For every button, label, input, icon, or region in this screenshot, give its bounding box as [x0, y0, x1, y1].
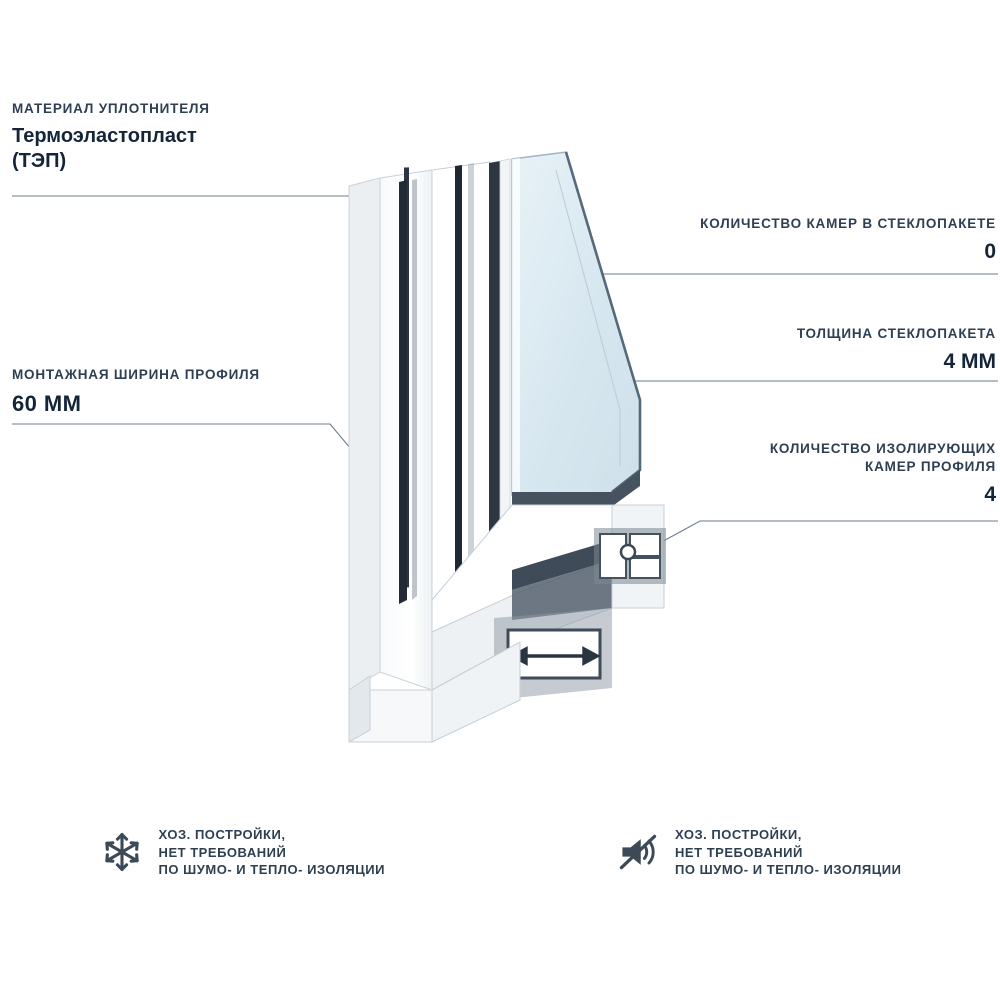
callout-profile-chambers — [696, 440, 996, 509]
callout-seal-material-value — [12, 124, 342, 174]
feature-thermal-line3: ПО ШУМО- И ТЕПЛО- ИЗОЛЯЦИИ — [158, 862, 385, 878]
callout-mounting-width-caption: МОНТАЖНАЯ ШИРИНА ПРОФИЛЯ — [12, 367, 260, 382]
callout-glass-thickness-caption: ТОЛЩИНА СТЕКЛОПАКЕТА — [796, 326, 996, 341]
feature-acoustic — [615, 826, 901, 879]
callout-mounting-width-value: 60 ММ — [12, 391, 82, 417]
callout-seal-material-value-line2: (ТЭП) — [12, 150, 67, 173]
callout-profile-chambers-value: 4 — [984, 483, 996, 507]
profile-chamber-detail — [594, 528, 666, 584]
callout-glass-thickness — [576, 325, 996, 375]
callout-seal-material-caption: МАТЕРИАЛ УПЛОТНИТЕЛЯ — [12, 101, 210, 116]
feature-acoustic-line3: ПО ШУМО- И ТЕПЛО- ИЗОЛЯЦИИ — [675, 862, 902, 878]
callout-profile-chambers-caption — [696, 440, 996, 476]
callout-glass-chambers-caption: КОЛИЧЕСТВО КАМЕР В СТЕКЛОПАКЕТЕ — [700, 216, 996, 231]
callout-profile-chambers-caption-line2: КАМЕР ПРОФИЛЯ — [865, 459, 996, 475]
callout-profile-chambers-caption-line1: КОЛИЧЕСТВО ИЗОЛИРУЮЩИХ — [769, 441, 996, 456]
callout-glass-thickness-value: 4 ММ — [943, 350, 996, 374]
feature-thermal-line2: НЕТ ТРЕБОВАНИЙ — [158, 844, 287, 860]
feature-thermal-line1: ХОЗ. ПОСТРОЙКИ, — [158, 827, 286, 842]
callout-seal-material — [12, 100, 342, 174]
feature-thermal-text — [159, 826, 385, 879]
speaker-muted-icon — [615, 829, 661, 875]
feature-acoustic-text — [675, 826, 901, 879]
callout-glass-chambers — [576, 215, 996, 265]
feature-row — [0, 826, 1000, 879]
callout-seal-material-value-line1: Термоэластопласт — [12, 125, 197, 148]
callout-glass-chambers-value: 0 — [984, 240, 996, 264]
feature-thermal — [99, 826, 385, 879]
snowflake-icon — [99, 829, 145, 875]
feature-acoustic-line1: ХОЗ. ПОСТРОЙКИ, — [675, 827, 802, 842]
callout-mounting-width — [12, 366, 332, 418]
feature-acoustic-line2: НЕТ ТРЕБОВАНИЙ — [675, 844, 803, 860]
